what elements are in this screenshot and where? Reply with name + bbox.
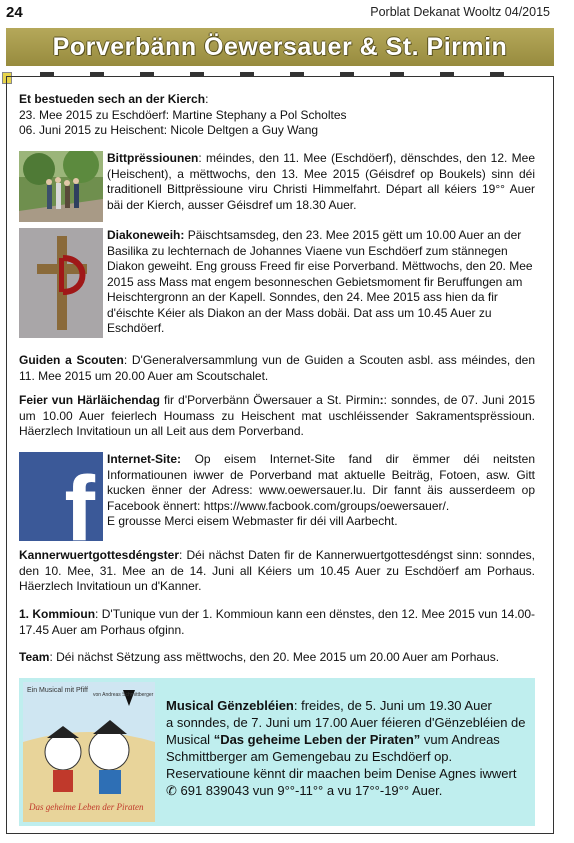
wedding-line-2: 06. Juni 2015 zu Heischent: Nicole Deltgen a Guy Wang <box>19 123 319 137</box>
scouts-heading: Guiden a Scouten <box>19 353 124 367</box>
communion-paragraph <box>19 607 535 638</box>
procession-text: : méindes, den 11. Mee (Eschdöerf), dënschdes, den 12. Mee (Heischent), a mëttwochs, den 13. Mee 2015 (Géisdref op Boukels) sinn déi traditionell Bittprëssioune viru Christi Himmelfahrt. Départ all kéiers 19°° Auer bäi der Kierch, ausser Géisdref um 18.30 Auer. <box>107 151 535 212</box>
internet-paragraph <box>107 452 535 530</box>
team-heading: Team <box>19 650 50 664</box>
musical-line-1: : freides, de 5. Juni um 19.30 Auer <box>293 698 492 713</box>
banner-title: Porverbänn Öewersauer & St. Pirmin <box>52 33 508 61</box>
children-service-heading: Kannerwuertgottesdéngster <box>19 548 180 562</box>
procession-heading: Bittprëssiounen <box>107 151 199 165</box>
webmaster-thanks: E grousse Merci eisem Webmaster fir déi vill Aarbecht. <box>107 514 398 528</box>
corpus-christi-heading: Feier vun Härläichendag <box>19 393 160 407</box>
team-text: : Déi nächst Sëtzung ass mëttwochs, den 20. Mee 2015 um 20.00 Auer am Porhaus. <box>49 650 500 664</box>
procession-photo <box>19 151 103 222</box>
musical-line-2b: vum Andreas Schmittberger am Gemengebau zu Eschdöerf op. <box>166 732 500 764</box>
musical-phone: ✆ 691 839043 vun 9°°-11°° a vu 17°°-19°° Auer. <box>166 783 443 798</box>
children-service-paragraph <box>19 548 535 595</box>
deacon-paragraph <box>107 228 535 337</box>
section-banner <box>6 28 554 66</box>
musical-poster <box>23 682 155 822</box>
procession-paragraph <box>107 151 535 213</box>
musical-paragraph <box>166 697 528 799</box>
communion-heading: 1. Kommioun <box>19 607 96 621</box>
team-paragraph <box>19 650 535 666</box>
publication-title: Porblat Dekanat Wooltz 04/2015 <box>370 5 550 19</box>
deacon-text: Päischtsamsdeg, den 23. Mee 2015 gëtt um 10.00 Auer an der Basilika zu lechternach de Johannes Viaene vun Eschdöerf zum stännegen Diakon geweiht. Eng grouss Freed fir eise Porverband. Mëttwochs, den 20. Mee 2015 ass Mass mat engem besonneschen Gebietsmoment fir Beruffungen am Heischtergronn an der Kapell. Sonndes, den 24. Mee 2015 ass hien da fir d'éischte Kéier als Diakon an der Mass dobäi. Dat ass um 10.45 Auer zu Eschdöerf. <box>107 228 533 335</box>
musical-line-2a: a sonndes, de 7. Juni um 17.00 Auer féieren d'Gënzebléien de Musical <box>166 715 526 747</box>
corpus-christi-paragraph: Feier vun Härläichendag fir d'Porverbänn Öwersauer a St. Pirmin:: sonndes, de 07. Juni 2015 um 10.00 Auer feierlech Houmass zu Heischent mat uschléissender Sakramentsprëssioun. Häerzlech Invitatioun un all Leit aus dem Porverband. <box>19 393 535 438</box>
corpus-christi-text-a: fir d'Porverbänn Öwersauer a St. Pirmin <box>159 393 380 407</box>
musical-line-3: Reservatioune kënnt dir maachen beim Denise Agnes iwwert <box>166 766 517 781</box>
facebook-icon <box>19 452 103 560</box>
wedding-line-1: 23. Mee 2015 zu Eschdöerf: Martine Stephany a Pol Scholtes <box>19 107 347 122</box>
poster-author: von Andreas Schmittberger <box>93 692 154 698</box>
scouts-paragraph <box>19 353 535 384</box>
poster-tagline: Ein Musical mit Pfiff <box>27 687 88 694</box>
facebook-letter: f <box>64 458 95 560</box>
musical-heading: Musical Gënzebléien <box>166 698 294 713</box>
poster-title: Das geheime Leben der Piraten <box>29 802 144 812</box>
communion-text: : D'Tunique vun der 1. Kommioun kann een dënstes, den 12. Mee 2015 vun 14.00-17.45 Auer am Porhaus ofginn. <box>19 607 535 637</box>
musical-title: “Das geheime Leben der Piraten” <box>213 732 421 747</box>
weddings-heading: Et bestueden sech an der Kierch <box>19 92 206 106</box>
children-service-text: : Déi nächst Daten fir de Kannerwuertgottesdéngst sinn: sonndes, den 10. Mee, 31. Mee an de 14. Juni all Kéiers um 10.45 Auer zu Eschdöerf am Porhaus. Häerzlech Invitatioun un d'Kanner. <box>19 548 535 593</box>
internet-text: Op eisem Internet-Site fand dir ëmmer déi neitsten Informatiounen iwwer de Porverband mat aktuelle Beiträg, Fotoen, asw. Gitt kucken ënner der Adress: www.oewersauer.lu. Dir fannt äis ausserdeem op Facebook ënnert: https://www.facbook.com/groups/oewersauer/. <box>107 452 535 513</box>
scouts-text: : D'Generalversammlung vun de Guiden a Scouten asbl. ass méindes, den 11. Mee 2015 um 20.00 Auer am Scoutschalet. <box>19 353 535 383</box>
corpus-christi-text-b: : sonndes, de 07. Juni 2015 um 10.00 Auer feierlech Houmass zu Heischent mat uschléissender Sakramentsprëssioun. Häerzlech Invitatioun un all Leit aus dem Porverband. <box>19 393 535 438</box>
deacon-heading: Diakoneweih: <box>107 228 185 242</box>
weddings-section: Et bestueden sech an der Kierch: 23. Mee 2015 zu Eschdöerf: Martine Stephany a Pol Scholtes 06. Juni 2015 zu Heischent: Nicole Deltgen a Guy Wang <box>19 92 535 139</box>
page-number: 24 <box>6 4 23 21</box>
deacon-cross-image <box>19 228 103 338</box>
internet-heading: Internet-Site: <box>107 452 182 466</box>
